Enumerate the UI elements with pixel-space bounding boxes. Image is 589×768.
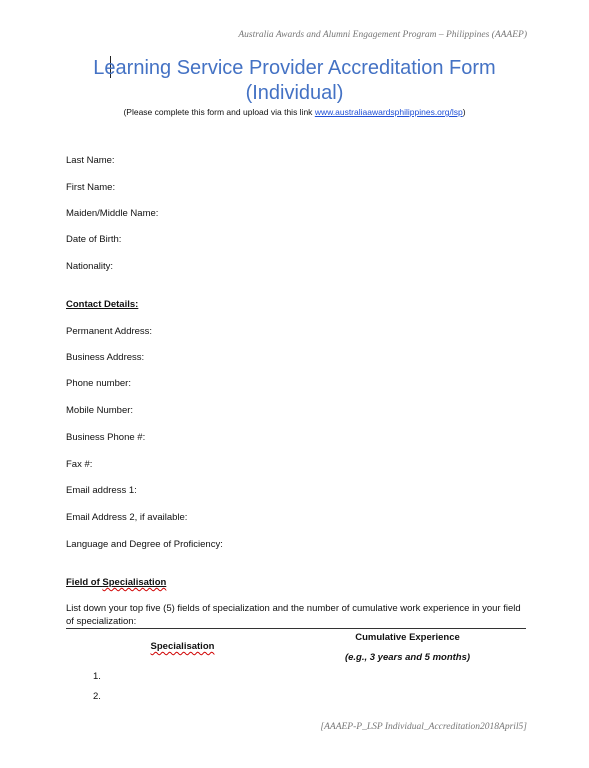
form-title bbox=[0, 56, 589, 106]
upload-instruction bbox=[0, 107, 589, 117]
specialisation-heading-word: Specialisation bbox=[102, 577, 167, 588]
cumulative-experience-column-header: Cumulative Experience bbox=[355, 632, 460, 643]
business-phone-label: Business Phone #: bbox=[66, 432, 146, 443]
email-address-1-label: Email address 1: bbox=[66, 485, 137, 496]
specialisation-heading-prefix: Field of bbox=[66, 577, 103, 588]
mobile-number-label: Mobile Number: bbox=[66, 405, 134, 416]
maiden-middle-name-label: Maiden/Middle Name: bbox=[66, 208, 159, 219]
upload-instruction-prefix: (Please complete this form and upload via this link bbox=[123, 107, 315, 117]
first-name-label: First Name: bbox=[66, 182, 116, 193]
form-title-line1: Learning Service Provider Accreditation Form bbox=[93, 57, 496, 79]
upload-instruction-suffix: ) bbox=[462, 107, 466, 117]
cumulative-experience-example: (e.g., 3 years and 5 months) bbox=[344, 652, 471, 663]
specialisation-column-label: Specialisation bbox=[150, 641, 215, 652]
contact-details-heading: Contact Details: bbox=[66, 299, 139, 310]
language-proficiency-label: Language and Degree of Proficiency: bbox=[66, 539, 223, 550]
last-name-label: Last Name: bbox=[66, 155, 115, 166]
phone-number-label: Phone number: bbox=[66, 378, 131, 389]
permanent-address-label: Permanent Address: bbox=[66, 326, 153, 337]
specialisation-instruction: List down your top five (5) fields of specialization and the number of cumulative work experience in your field of specialization: bbox=[66, 603, 521, 627]
field-of-specialisation-heading bbox=[66, 577, 166, 588]
date-of-birth-label: Date of Birth: bbox=[66, 234, 122, 245]
email-address-2-label: Email Address 2, if available: bbox=[66, 512, 188, 523]
specialisation-column-header bbox=[120, 641, 245, 652]
business-address-label: Business Address: bbox=[66, 352, 145, 363]
table-top-rule bbox=[66, 628, 526, 629]
upload-link[interactable]: www.australiaawardsphilippines.org/lsp bbox=[314, 107, 463, 117]
document-footer: [AAAEP-P_LSP Individual_Accreditation2018April5] bbox=[320, 722, 527, 732]
fax-label: Fax #: bbox=[66, 459, 93, 470]
list-item-1: 1. bbox=[93, 671, 101, 682]
nationality-label: Nationality: bbox=[66, 261, 113, 272]
list-item-2: 2. bbox=[93, 691, 101, 702]
form-title-line2: (Individual) bbox=[245, 82, 344, 104]
document-header: Australia Awards and Alumni Engagement Program – Philippines (AAAEP) bbox=[238, 30, 527, 40]
